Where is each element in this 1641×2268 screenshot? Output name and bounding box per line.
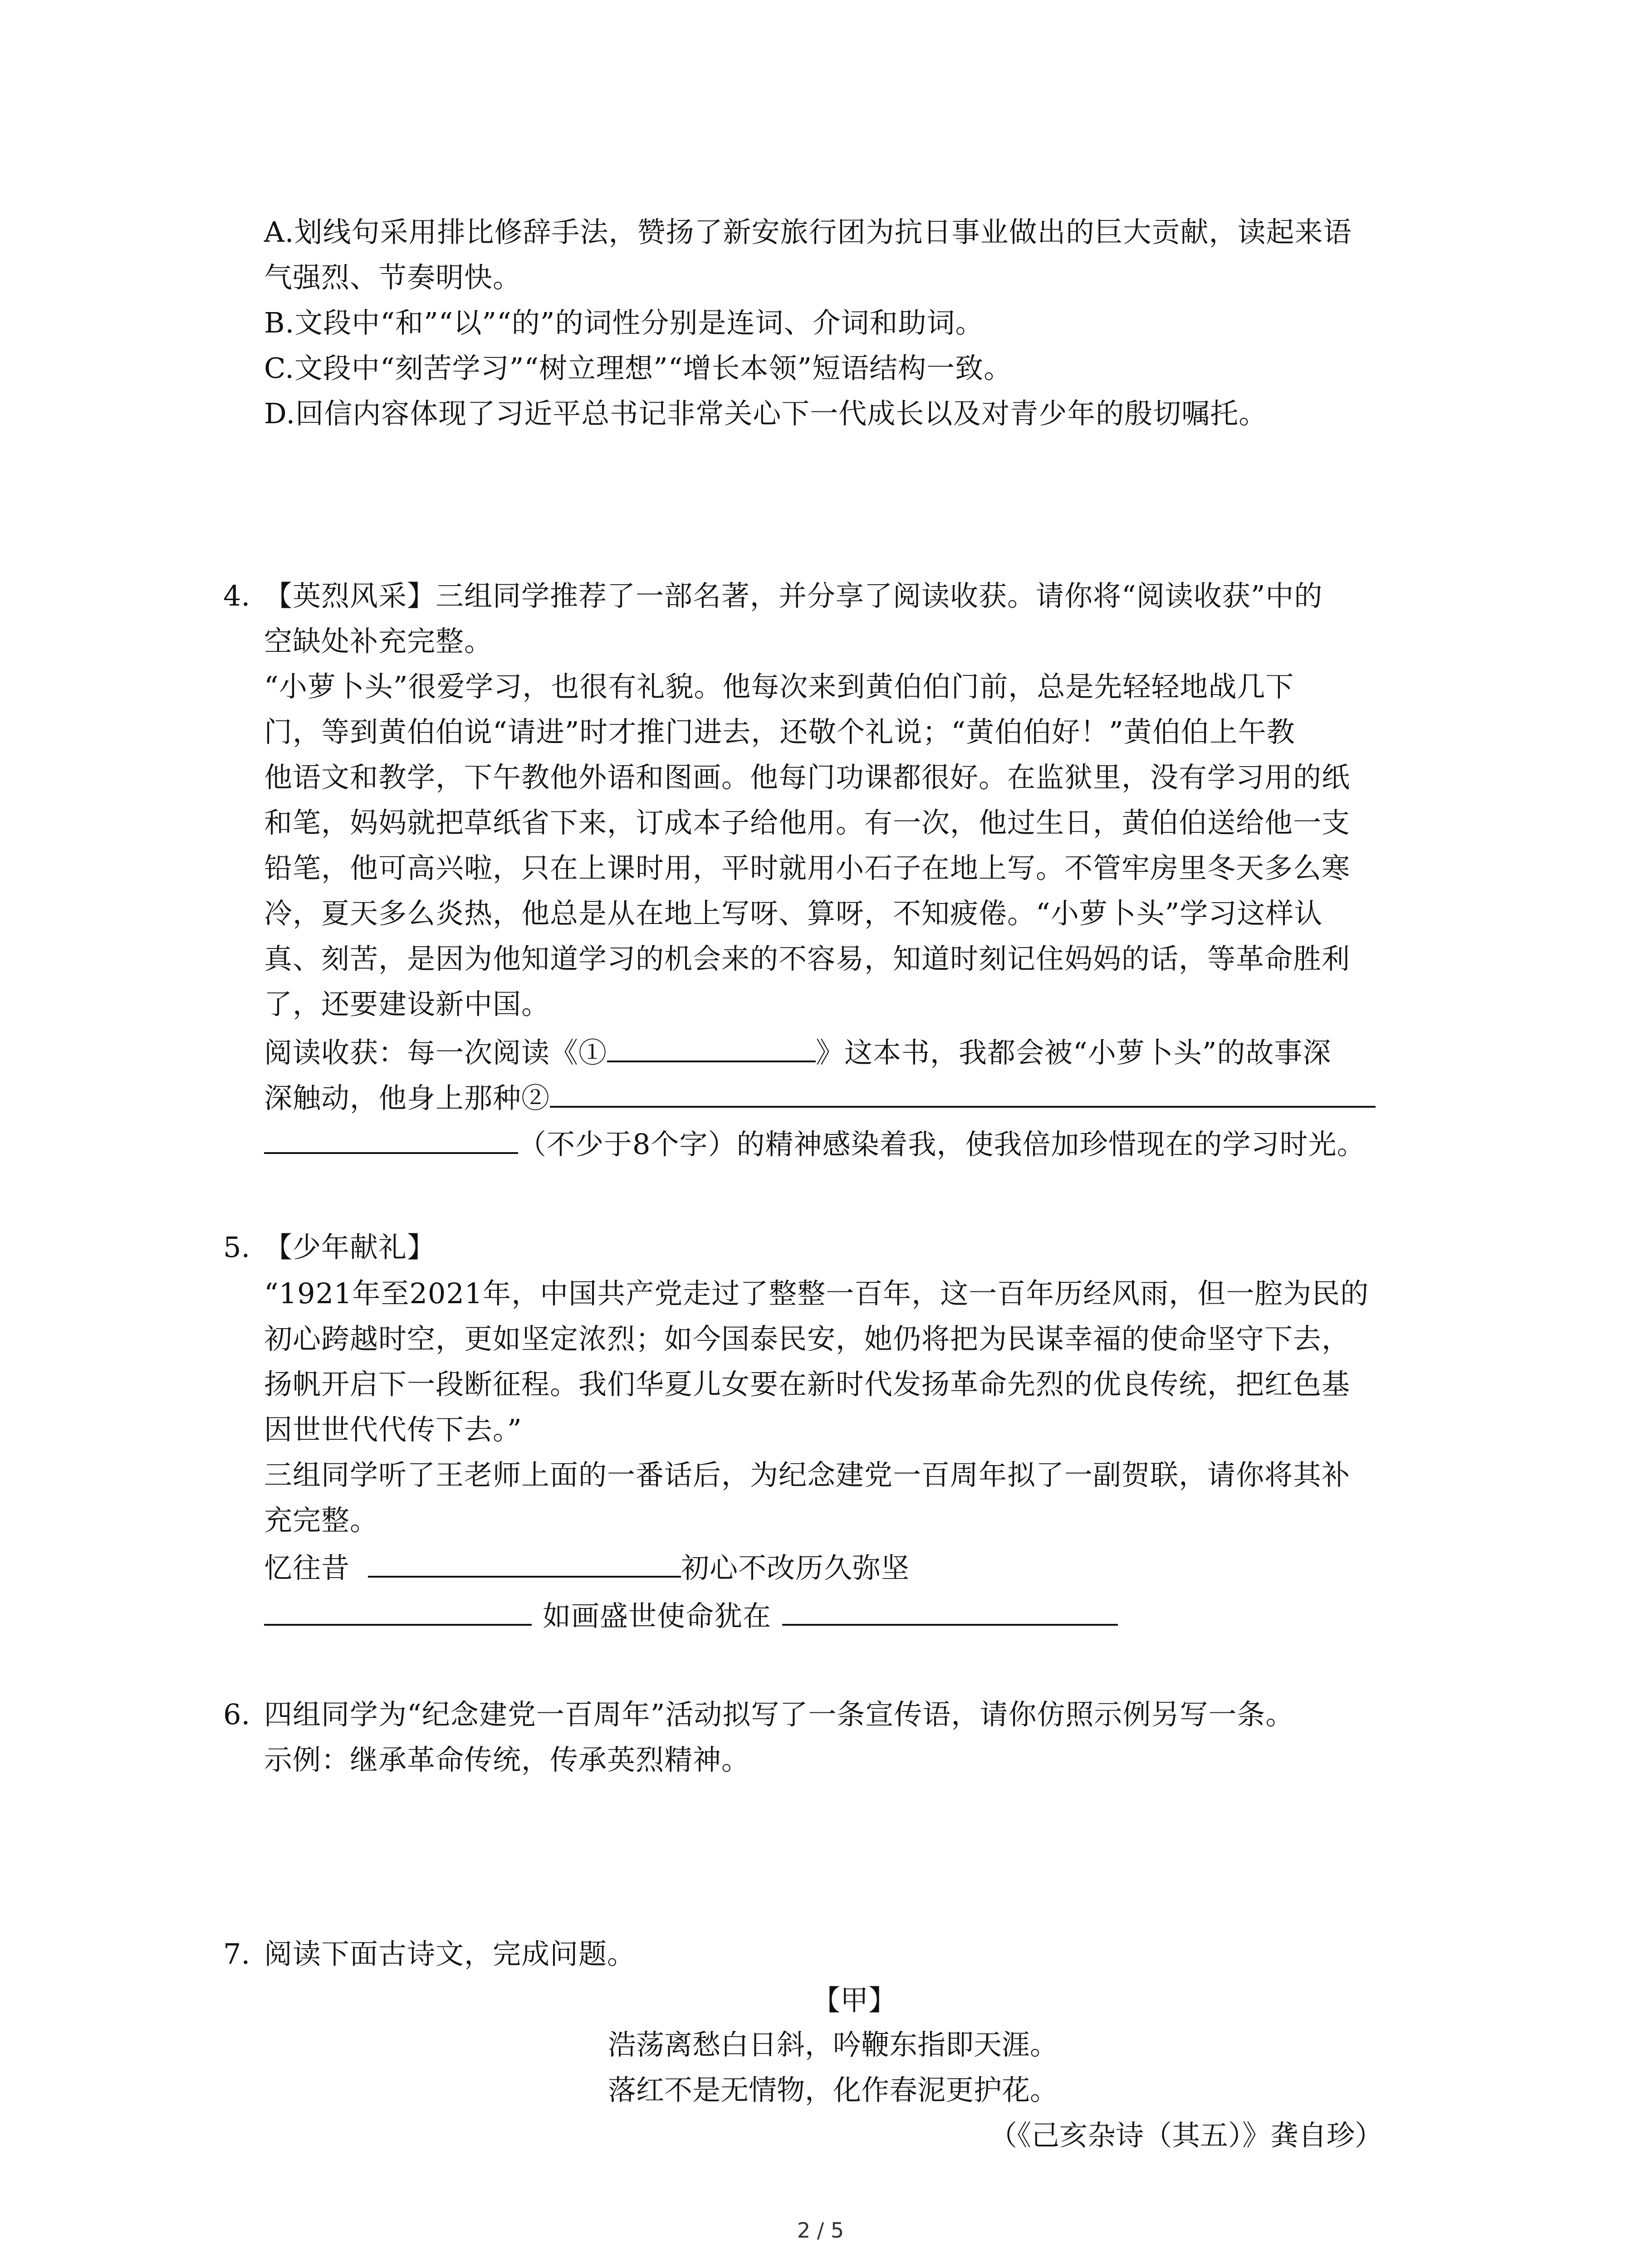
question-4-prompt-line2: 空缺处补充完整。 bbox=[264, 625, 493, 658]
option-a-line2: 气强烈、节奏明快。 bbox=[264, 261, 522, 294]
passage-line: 真、刻苦，是因为他知道学习的机会来的不容易，知道时刻记住妈妈的话，等革命胜利 bbox=[264, 942, 1351, 975]
question-6-prompt: 四组同学为“纪念建党一百周年”活动拟写了一条宣传语，请你仿照示例另写一条。 bbox=[264, 1698, 1294, 1731]
quote-line: 初心跨越时空，更如坚定浓烈；如今国泰民安，她仍将把为民谋幸福的使命坚守下去， bbox=[264, 1322, 1351, 1355]
reading-gain-label: 阅读收获：每一次阅读《① bbox=[264, 1036, 607, 1069]
reading-gain-text: （不少于8个字）的精神感染着我，使我倍加珍惜现在的学习时光。 bbox=[518, 1128, 1366, 1161]
question-6-example: 示例：继承革命传统，传承英烈精神。 bbox=[264, 1743, 750, 1776]
spirit-blank-part1[interactable] bbox=[550, 1079, 1376, 1108]
page-number: 2 / 5 bbox=[797, 2218, 844, 2243]
couplet-middle: 如画盛世使命犹在 bbox=[543, 1599, 772, 1633]
couplet-line1 bbox=[264, 1549, 910, 1586]
question-5-prompt-line1: 三组同学听了王老师上面的一番话后，为纪念建党一百周年拟了一副贺联，请你将其补 bbox=[264, 1458, 1351, 1491]
reading-gain-line2 bbox=[264, 1079, 1376, 1116]
quote-line: “1921年至2021年，中国共产党走过了整整一百年，这一百年历经风雨，但一腔为民的 bbox=[264, 1277, 1369, 1310]
question-6-number: 6. bbox=[223, 1698, 250, 1731]
book-title-blank[interactable] bbox=[607, 1033, 816, 1062]
passage-line: 和笔，妈妈就把草纸省下来，订成本子给他用。有一次，他过生日，黄伯伯送给他一支 bbox=[264, 806, 1351, 839]
reading-gain-text: 》这本书，我都会被“小萝卜头”的故事深 bbox=[816, 1036, 1332, 1069]
option-d: D.回信内容体现了习近平总书记非常关心下一代成长以及对青少年的殷切嘱托。 bbox=[264, 397, 1268, 430]
option-b: B.文段中“和”“以”“的”的词性分别是连词、介词和助词。 bbox=[264, 306, 984, 339]
poem-source: （《己亥杂诗（其五）》龚自珍） bbox=[989, 2119, 1383, 2152]
option-c: C.文段中“刻苦学习”“树立理想”“增长本领”短语结构一致。 bbox=[264, 352, 1013, 385]
reading-gain-text: 深触动，他身上那种② bbox=[264, 1081, 550, 1114]
poem-heading: 【甲】 bbox=[812, 1984, 897, 2017]
question-4-number: 4. bbox=[223, 579, 250, 612]
spirit-blank-part2[interactable] bbox=[264, 1125, 518, 1154]
passage-line: 他语文和教学，下午教他外语和图画。他每门功课都很好。在监狱里，没有学习用的纸 bbox=[264, 761, 1351, 794]
couplet-blank-1[interactable] bbox=[368, 1549, 681, 1578]
question-5-number: 5. bbox=[223, 1231, 250, 1264]
poem-line: 浩荡离愁白日斜，吟鞭东指即天涯。 bbox=[608, 2028, 1058, 2061]
couplet-suffix: 初心不改历久弥坚 bbox=[681, 1551, 910, 1584]
question-4-prompt-line1: 【英烈风采】三组同学推荐了一部名著，并分享了阅读收获。请你将“阅读收获”中的 bbox=[264, 579, 1323, 612]
poem-line: 落红不是无情物，化作春泥更护花。 bbox=[608, 2073, 1058, 2107]
question-5-prompt-line2: 充完整。 bbox=[264, 1504, 379, 1537]
passage-line: 铅笔，他可高兴啦，只在上课时用，平时就用小石子在地上写。不管牢房里冬天多么寒 bbox=[264, 851, 1351, 885]
couplet-blank-2[interactable] bbox=[264, 1597, 532, 1626]
couplet-blank-3[interactable] bbox=[782, 1597, 1118, 1626]
question-7-prompt: 阅读下面古诗文，完成问题。 bbox=[264, 1937, 636, 1970]
reading-gain-line1 bbox=[264, 1033, 1331, 1071]
passage-line: “小萝卜头”很爱学习，也很有礼貌。他每次来到黄伯伯门前，总是先轻轻地战几下 bbox=[264, 670, 1294, 703]
couplet-line2 bbox=[264, 1597, 1118, 1634]
quote-line: 扬帆开启下一段断征程。我们华夏儿女要在新时代发扬革命先烈的优良传统，把红色基 bbox=[264, 1368, 1351, 1401]
couplet-prefix: 忆往昔 bbox=[264, 1551, 350, 1584]
reading-gain-line3 bbox=[264, 1125, 1365, 1163]
question-5-title: 【少年献礼】 bbox=[264, 1231, 436, 1264]
passage-line: 了，还要建设新中国。 bbox=[264, 987, 550, 1021]
passage-line: 冷，夏天多么炎热，他总是从在地上写呀、算呀，不知疲倦。“小萝卜头”学习这样认 bbox=[264, 897, 1323, 930]
quote-line: 因世世代代传下去。” bbox=[264, 1413, 522, 1446]
option-a-line1: A.划线句采用排比修辞手法，赞扬了新安旅行团为抗日事业做出的巨大贡献，读起来语 bbox=[264, 215, 1352, 249]
passage-line: 门，等到黄伯伯说“请进”时才推门进去，还敬个礼说；“黄伯伯好！”黄伯伯上午教 bbox=[264, 715, 1295, 748]
question-7-number: 7. bbox=[223, 1937, 250, 1970]
